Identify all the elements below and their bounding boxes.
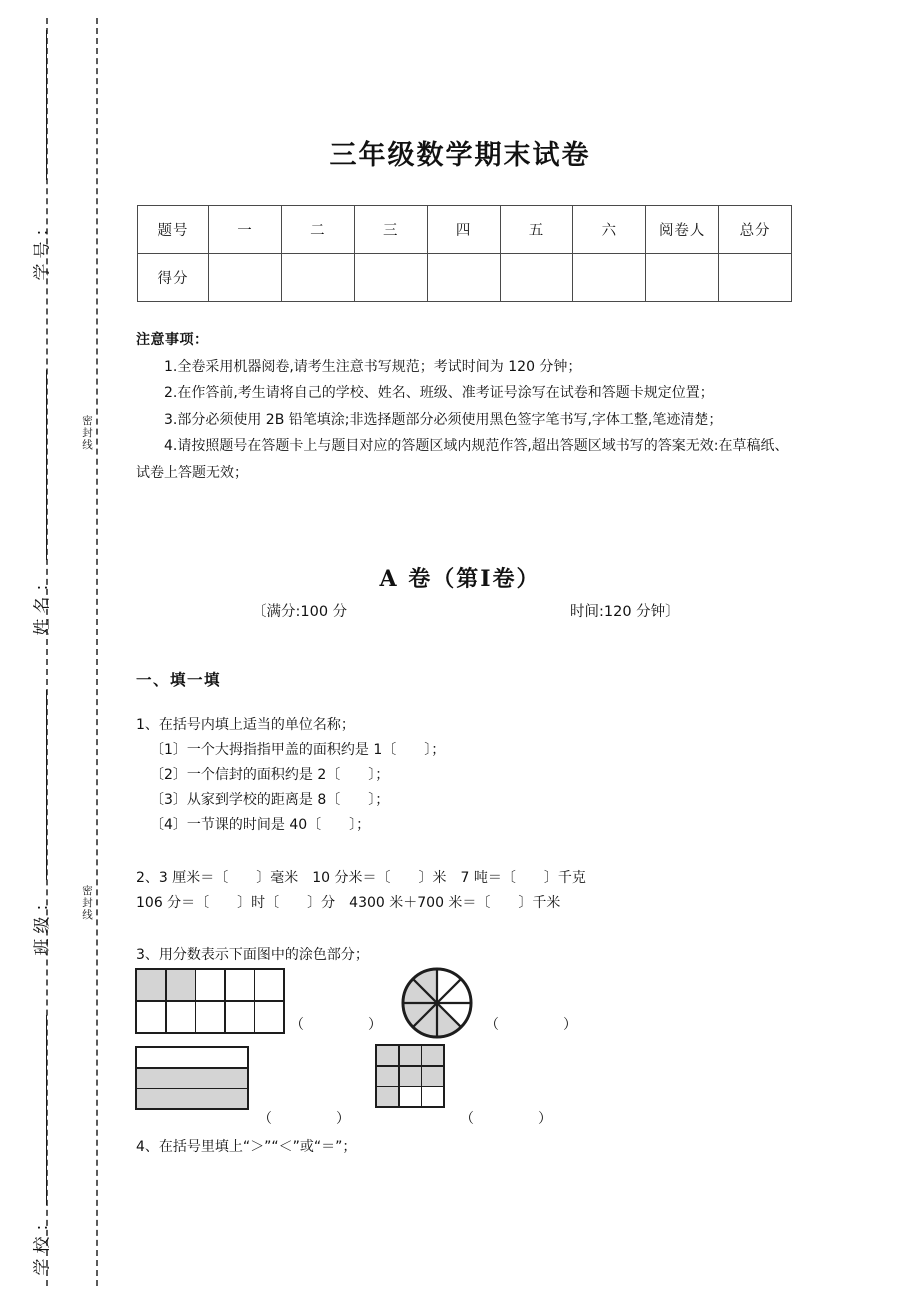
seal-rule [46,690,47,880]
grid-cell [255,970,283,1000]
grid-cell [422,1046,443,1065]
question-1-item: 〔1〕一个大拇指指甲盖的面积约是 1〔 〕； [150,742,446,758]
figure-grid-1x3 [135,1046,249,1110]
seal-char: 密 [82,415,94,427]
question-3-stem: 3、用分数表示下面图中的涂色部分； [136,947,369,963]
vertical-label-school: 学校： [32,1209,53,1276]
exam-notes [136,327,796,486]
grid-cell [422,1087,443,1106]
question-1-item: 〔4〕一节课的时间是 40〔 〕； [150,817,371,833]
score-cell[interactable] [427,254,500,302]
score-cell[interactable] [209,254,282,302]
grid-cell [137,970,165,1000]
grid-cell [400,1087,421,1106]
score-table-header-cell: 总分 [719,206,792,254]
seal-char: 封 [82,897,94,909]
grid-5x2 [135,968,285,1034]
notes-item: 3.部分必须使用 2B 铅笔填涂;非选择题部分必须使用黑色签字笔书写,字体工整,笔迹清楚； [164,411,723,428]
score-cell[interactable] [281,254,354,302]
exam-content [130,0,920,1302]
seal-rule [46,370,47,560]
grid-cell [137,1089,247,1108]
grid-cell [400,1067,421,1086]
figure-b-answer-blank[interactable]: （ ） [485,1017,589,1033]
seal-rule [46,30,47,180]
table-row-score [138,254,792,302]
grid-cell [400,1046,421,1065]
score-cell[interactable] [719,254,792,302]
paper-time-limit: 时间:120 分钟〕 [570,604,680,620]
seal-rule [46,1015,47,1205]
grid-cell [377,1067,398,1086]
vertical-label-name: 姓名： [32,569,53,636]
question-1 [136,713,806,838]
score-table-header-cell: 题号 [138,206,209,254]
figure-grid-3x3 [375,1044,445,1108]
grid-cell [226,1002,254,1032]
table-row-header [138,206,792,254]
figure-c-answer-blank[interactable]: （ ） [258,1111,362,1127]
question-2 [136,866,806,916]
grid-cell [167,970,195,1000]
pie-chart-icon [400,966,474,1040]
question-1-item: 〔3〕从家到学校的距离是 8〔 〕； [150,792,390,808]
figure-pie-8 [400,966,474,1045]
paper-title: A 卷（第Ⅰ卷） [379,566,541,592]
grid-cell [255,1002,283,1032]
score-cell[interactable] [500,254,573,302]
figure-grid-5x2 [135,968,285,1034]
grid-cell [196,1002,224,1032]
grid-cell [377,1046,398,1065]
score-table-header-cell: 五 [500,206,573,254]
question-1-item: 〔2〕一个信封的面积约是 2〔 〕； [150,767,390,783]
score-table-header-cell: 一 [209,206,282,254]
score-cell[interactable] [573,254,646,302]
grid-cell [137,1002,165,1032]
figure-d-answer-blank[interactable]: （ ） [460,1111,564,1127]
grid-cell [422,1067,443,1086]
score-table-header-cell: 二 [281,206,354,254]
question-2-line-1: 2、3 厘米＝〔 〕毫米 10 分米＝〔 〕米 7 吨＝〔 〕千克 [136,870,586,886]
paper-full-marks: 〔满分:100 分 [252,604,348,620]
seal-word-lower [78,885,98,921]
score-table-row-label: 得分 [138,254,209,302]
seal-char: 线 [82,439,94,451]
question-2-line-2: 106 分＝〔 〕时〔 〕分 4300 米＋700 米＝〔 〕千米 [136,895,561,911]
score-table-header-cell: 三 [354,206,427,254]
seal-margin [0,0,130,1302]
notes-item: 1.全卷采用机器阅卷,请考生注意书写规范；考试时间为 120 分钟； [164,358,582,375]
seal-char: 密 [82,885,94,897]
score-cell[interactable] [646,254,719,302]
grid-3x3 [375,1044,445,1108]
fraction-figures [130,966,810,1131]
seal-dashed-line-inner [96,18,98,1286]
question-4 [136,1135,806,1160]
score-table-header-cell: 四 [427,206,500,254]
score-cell[interactable] [354,254,427,302]
grid-cell [137,1069,247,1088]
vertical-label-class: 班级： [32,889,53,956]
grid-cell [196,970,224,1000]
grid-cell [137,1048,247,1067]
vertical-label-student-id: 学号： [32,214,53,281]
notes-title: 注意事项： [136,332,209,348]
grid-cell [167,1002,195,1032]
grid-cell [377,1087,398,1106]
score-table [137,205,792,302]
seal-char: 线 [82,909,94,921]
seal-char: 封 [82,427,94,439]
notes-item: 4.请按照题号在答题卡上与题目对应的答题区域内规范作答,超出答题区域书写的答案无效:在草稿纸、试卷上答题无效； [136,438,789,481]
seal-word-upper [78,415,98,451]
grid-1x3 [135,1046,249,1110]
score-table-header-cell: 阅卷人 [646,206,719,254]
question-4-stem: 4、在括号里填上“＞”“＜”或“＝”； [136,1139,357,1155]
page-title: 三年级数学期末试卷 [329,140,591,171]
grid-cell [226,970,254,1000]
section-heading: 一、填一填 [136,671,222,689]
score-table-header-cell: 六 [573,206,646,254]
question-1-stem: 1、在括号内填上适当的单位名称； [136,717,355,733]
figure-a-answer-blank[interactable]: （ ） [290,1017,394,1033]
question-3 [136,943,806,968]
notes-item: 2.在作答前,考生请将自己的学校、姓名、班级、准考证号涂写在试卷和答题卡规定位置； [164,385,714,401]
